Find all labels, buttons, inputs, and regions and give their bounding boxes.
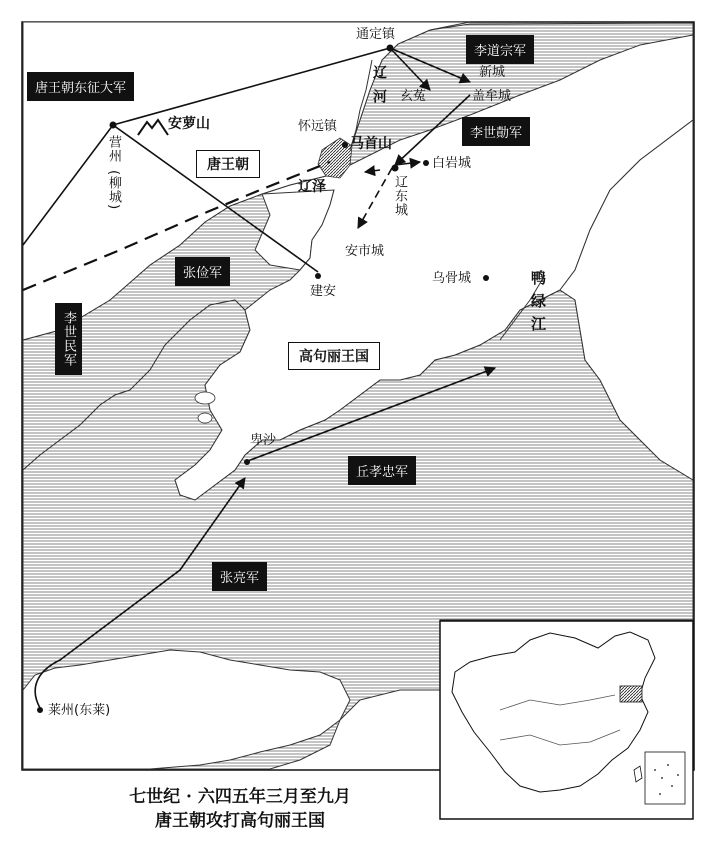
caption-line1: 七世纪 · 六四五年三月至九月: [129, 787, 351, 807]
region-goguryeo: 高句丽王国: [288, 342, 380, 370]
inset-highlight: [620, 686, 642, 702]
label-jianan: 建安: [310, 284, 337, 299]
label-xincheng: 新城: [479, 65, 506, 80]
label-laizhou: 莱州(东莱): [48, 703, 111, 718]
label-beisha: 卑沙: [250, 433, 277, 448]
dot-jianan: [315, 273, 321, 279]
label-liucheng: (柳城): [106, 170, 121, 211]
label-anshicheng: 安市城: [345, 244, 385, 259]
army-zhang-liang: 张亮军: [212, 562, 267, 591]
army-li-shimin: 李世民军: [55, 303, 82, 375]
label-liaodongcheng: 辽东城: [392, 175, 407, 217]
region-tang: 唐王朝: [196, 150, 260, 178]
army-li-daozong: 李道宗军: [466, 35, 534, 64]
label-wuguchng: 乌骨城: [432, 271, 472, 286]
label-liaoze: 辽泽: [298, 179, 326, 195]
dot-laizhou: [37, 707, 43, 713]
dot-baiyan: [423, 160, 429, 166]
label-tongdingzhen: 通定镇: [356, 27, 396, 42]
dot-huaiyuan: [342, 142, 348, 148]
label-xuantu: 玄菟: [400, 89, 427, 104]
label-anluoshan: 安萝山: [168, 116, 210, 132]
label-baiyancheng: 白岩城: [432, 156, 472, 171]
dot-liaodong: [392, 165, 399, 172]
dot-beisha: [244, 459, 250, 465]
army-qiu-xiaozhong: 丘孝忠军: [348, 456, 416, 485]
island: [198, 413, 212, 423]
caption-line2: 唐王朝攻打高句丽王国: [155, 811, 325, 831]
label-gaimoucheng: 盖牟城: [472, 89, 512, 104]
dot-tongding: [387, 45, 394, 52]
label-liaohe: 辽河: [371, 65, 387, 113]
dot-wugu: [483, 275, 489, 281]
army-tang-main: 唐王朝东征大军: [27, 72, 134, 101]
label-mashoushan: 马首山: [350, 136, 392, 152]
army-zhang-jian: 张俭军: [175, 257, 230, 286]
army-li-shiji: 李世勣军: [462, 117, 530, 146]
label-huaiyuanzhen: 怀远镇: [298, 119, 338, 134]
island: [195, 392, 215, 404]
label-yalujiang: 鸭绿江: [529, 270, 547, 339]
label-yingzhou: 营州: [106, 135, 121, 163]
dot-yingzhou: [110, 122, 117, 129]
